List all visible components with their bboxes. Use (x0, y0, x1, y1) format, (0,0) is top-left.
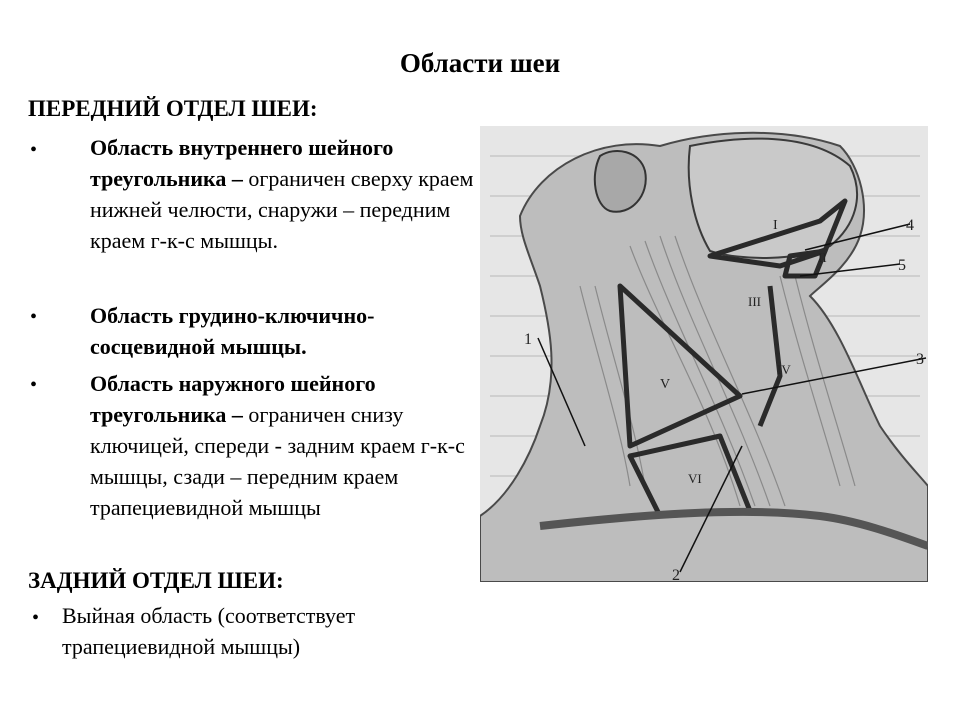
slide-title: Области шеи (399, 48, 561, 78)
pointer-label-3: 3 (916, 351, 924, 368)
item-term: Область грудино-ключично-сосцевидной мышцы. (90, 303, 375, 359)
item-description: ограничен сверху краем нижней челюсти, снаружи – передним краем г-к-с мышцы. (90, 166, 474, 253)
pointer-label-5: 5 (898, 257, 906, 274)
list-item (90, 300, 475, 362)
posterior-heading: ЗАДНИЙ ОТДЕЛ ШЕИ: (28, 568, 284, 593)
bullet: • (30, 139, 38, 161)
list-item (90, 368, 475, 523)
pointer-label-1: 1 (524, 331, 532, 348)
list-item (90, 132, 475, 256)
region-label-v: V (660, 377, 671, 392)
anterior-heading: ПЕРЕДНИЙ ОТДЕЛ ШЕИ: (28, 96, 318, 121)
list-item: Выйная область (соответствует трапециевидной мышцы) (62, 603, 356, 659)
region-label-iii: III (748, 294, 761, 309)
bullet: • (30, 374, 38, 396)
item-term: Область наружного шейного треугольника – (90, 371, 376, 427)
region-label-i: I (773, 218, 778, 233)
region-label-ii: II (818, 250, 827, 265)
region-label-vi: VI (688, 471, 702, 486)
bullet: • (32, 607, 40, 629)
item-term: Область внутреннего шейного треугольника – (90, 135, 394, 191)
pointer-label-2: 2 (672, 567, 680, 582)
region-label-iv: IV (777, 362, 791, 377)
pointer-label-4: 4 (906, 217, 914, 234)
bullet: • (30, 306, 38, 328)
neck-anatomy-figure (480, 126, 928, 582)
item-description: ограничен снизу ключицей, спереди - задним краем г-к-с мышцы, сзади – передним краем трапециевидной мышцы (90, 402, 465, 520)
